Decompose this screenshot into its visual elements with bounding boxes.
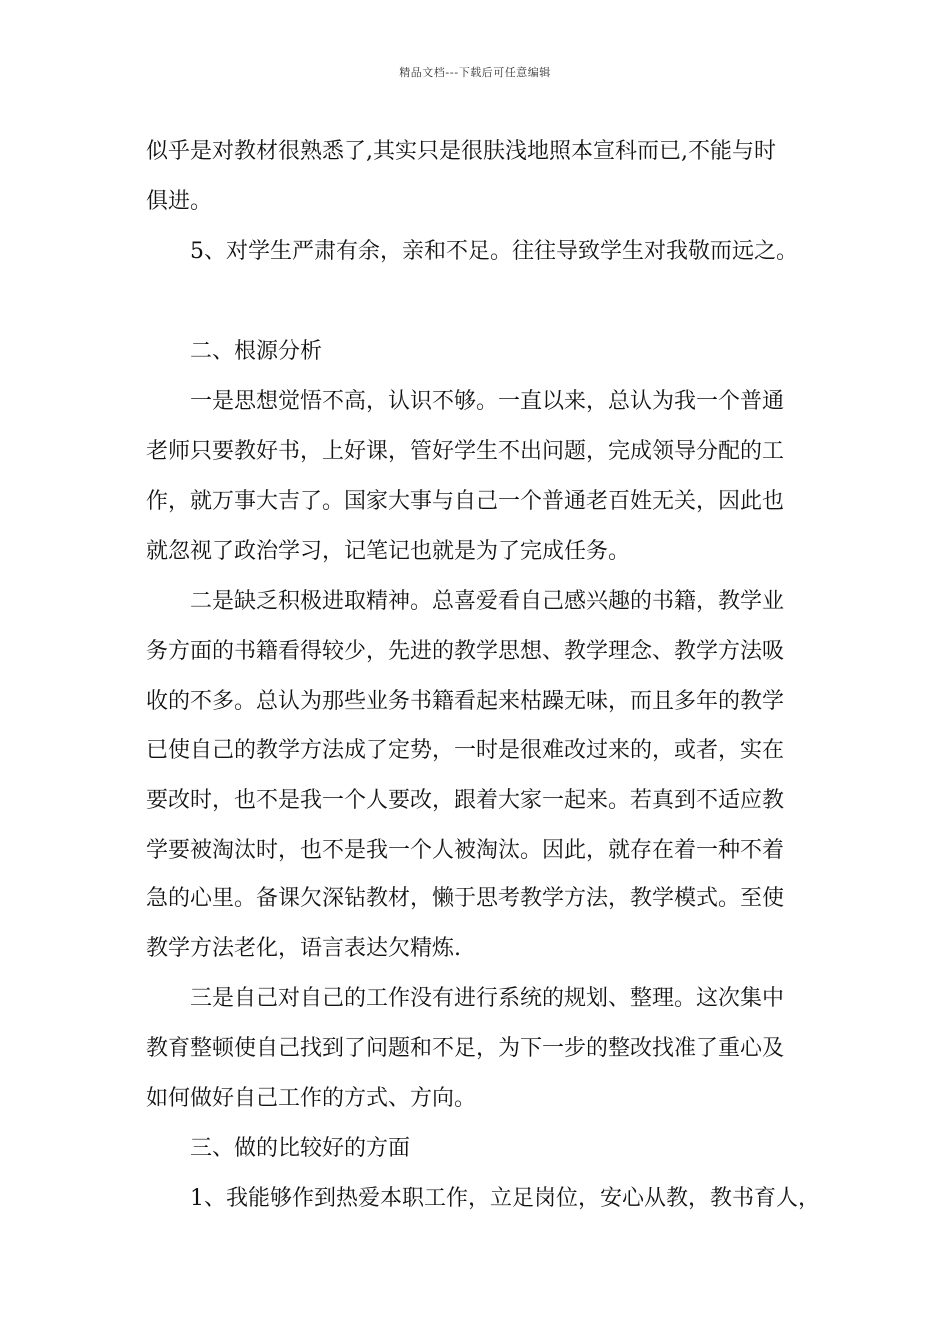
text-line: 5、对学生严肃有余，亲和不足。往往导致学生对我敬而远之。 bbox=[190, 239, 798, 264]
text-line: 教学方法老化，语言表达欠精炼. bbox=[146, 936, 461, 961]
text-line: 就忽视了政治学习，记笔记也就是为了完成任务。 bbox=[146, 539, 631, 564]
text-line: 要改时，也不是我一个人要改，跟着大家一起来。若真到不适应教 bbox=[146, 788, 785, 813]
text-line: 三是自己对自己的工作没有进行系统的规划、整理。这次集中 bbox=[190, 986, 785, 1011]
text-line: 教育整顿使自己找到了问题和不足，为下一步的整改找准了重心及 bbox=[146, 1036, 785, 1061]
text-line: 务方面的书籍看得较少，先进的教学思想、教学理念、教学方法吸 bbox=[146, 639, 785, 664]
text-line: 俱进。 bbox=[146, 189, 213, 214]
text-line: 急的心里。备课欠深钻教材，懒于思考教学方法，教学模式。至使 bbox=[146, 886, 785, 911]
text-line: 1、我能够作到热爱本职工作，立足岗位，安心从教，教书育人， bbox=[190, 1186, 820, 1211]
text-line: 收的不多。总认为那些业务书籍看起来枯躁无味，而且多年的教学 bbox=[146, 689, 785, 714]
section-heading: 三、做的比较好的方面 bbox=[190, 1136, 411, 1161]
text-line: 一是思想觉悟不高，认识不够。一直以来，总认为我一个普通 bbox=[190, 389, 785, 414]
text-line: 作，就万事大吉了。国家大事与自己一个普通老百姓无关，因此也 bbox=[146, 489, 785, 514]
page-header: 精品文档---下载后可任意编辑 bbox=[399, 66, 551, 79]
text-line: 已使自己的教学方法成了定势，一时是很难改过来的，或者，实在 bbox=[146, 738, 785, 763]
text-line: 老师只要教好书，上好课，管好学生不出问题，完成领导分配的工 bbox=[146, 439, 785, 464]
text-line: 学要被淘汰时，也不是我一个人被淘汰。因此，就存在着一种不着 bbox=[146, 838, 785, 863]
text-line: 似乎是对教材很熟悉了,其实只是很肤浅地照本宣科而已,不能与时 bbox=[146, 139, 776, 164]
text-line: 二是缺乏积极进取精神。总喜爱看自己感兴趣的书籍，教学业 bbox=[190, 589, 785, 614]
section-heading: 二、根源分析 bbox=[190, 339, 323, 364]
text-line: 如何做好自己工作的方式、方向。 bbox=[146, 1086, 477, 1111]
